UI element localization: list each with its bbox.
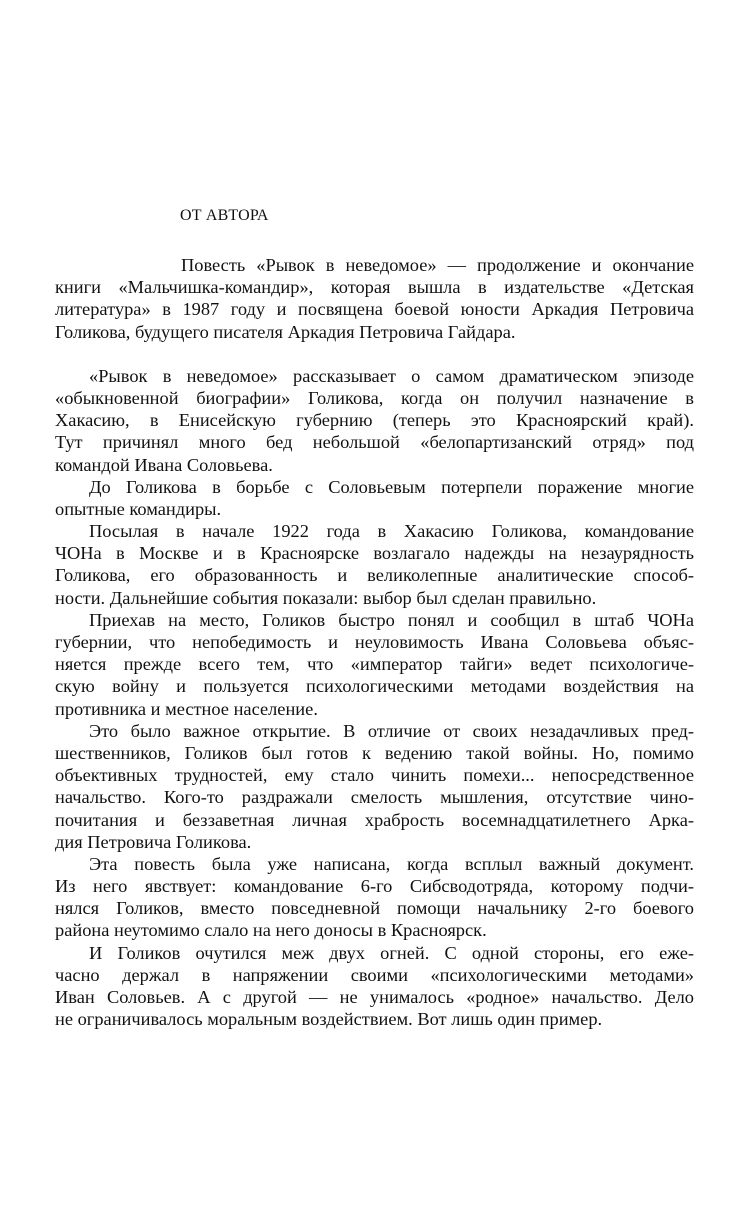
paragraph bbox=[55, 476, 694, 520]
text-line: командой Ивана Соловьева. bbox=[55, 454, 273, 475]
paragraph bbox=[55, 609, 694, 720]
text-line: шественников, Голиков был готов к ведению такой войны. Но, помимо bbox=[55, 742, 694, 763]
text-line: ЧОНа в Москве и в Красноярске возлагало надежды на незаурядность bbox=[55, 543, 694, 564]
text-line: Хакасию, в Енисейскую губернию (теперь это Красноярский край). bbox=[55, 410, 694, 431]
text-line: губернии, что непобедимость и неуловимость Ивана Соловьева объяс- bbox=[55, 632, 694, 652]
text-line: Тут причинял много бед небольшой «белопартизанский отряд» под bbox=[55, 432, 694, 453]
text-line: часно держал в напряжении своими «психологическими методами» bbox=[55, 964, 694, 985]
text-line: Приехав на место, Голиков быстро понял и сообщил в штаб ЧОНа bbox=[89, 609, 694, 630]
text-line: книги «Мальчишка-командир», которая вышла в издательстве «Детская bbox=[55, 277, 694, 298]
text-line: Иван Соловьев. А с другой — не унималось «родное» начальство. Дело bbox=[55, 987, 694, 1007]
text-line: «обыкновенной биографии» Голикова, когда он получил назначение в bbox=[55, 387, 694, 408]
text-line: Голикова, его образованность и великолепные аналитические способ- bbox=[55, 565, 694, 586]
text-line: скую войну и пользуется психологическими методами воздействия на bbox=[55, 676, 694, 697]
paragraph bbox=[55, 365, 694, 476]
text-line: няется прежде всего тем, что «император тайги» ведет психологиче- bbox=[55, 654, 694, 675]
paragraph bbox=[55, 520, 694, 609]
text-line: Это было важное открытие. В отличие от своих незадачливых пред- bbox=[89, 720, 694, 741]
text-line: И Голиков очутился меж двух огней. С одной стороны, его еже- bbox=[89, 942, 694, 963]
text-line: ности. Дальнейшие события показали: выбор был сделан правильно. bbox=[55, 587, 597, 608]
text-line: не ограничивалось моральным воздействием. Вот лишь один пример. bbox=[55, 1009, 603, 1030]
text-line: противника и местное население. bbox=[55, 698, 318, 719]
text-line: «Рывок в неведомое» рассказывает о самом драматическом эпизоде bbox=[89, 365, 694, 386]
text-line: нялся Голиков, вместо повседневной помощи начальнику 2-го боевого bbox=[55, 898, 694, 919]
text-line: Из него явствует: командование 6-го Сибсводотряда, которому подчи- bbox=[55, 876, 694, 897]
text-line: объективных трудностей, ему стало чинить помехи... непосредственное bbox=[55, 765, 694, 786]
paragraph bbox=[55, 942, 694, 1031]
paragraph bbox=[55, 853, 694, 942]
section-heading: ОТ АВТОРА bbox=[180, 207, 269, 224]
body-text bbox=[55, 254, 694, 1030]
text-line: До Голикова в борьбе с Соловьевым потерпели поражение многие bbox=[89, 476, 694, 497]
text-line: опытные командиры. bbox=[55, 498, 222, 519]
text-line: Посылая в начале 1922 года в Хакасию Голикова, командование bbox=[89, 521, 694, 542]
paragraph bbox=[55, 720, 694, 853]
text-line: Голикова, будущего писателя Аркадия Петровича Гайдара. bbox=[55, 321, 516, 342]
paragraph-gap bbox=[55, 343, 694, 365]
text-line: района неутомимо слало на него доносы в Красноярск. bbox=[55, 920, 487, 941]
text-line: Повесть «Рывок в неведомое» — продолжение и окончание bbox=[181, 255, 694, 275]
text-line: дия Петровича Голикова. bbox=[55, 831, 252, 852]
text-line: почитания и беззаветная личная храбрость восемнадцатилетнего Арка- bbox=[55, 809, 694, 830]
text-line: Эта повесть была уже написана, когда всплыл важный документ. bbox=[89, 853, 694, 874]
paragraph-intro bbox=[55, 254, 694, 343]
text-line: начальство. Кого-то раздражали смелость мышления, отсутствие чино- bbox=[55, 787, 694, 808]
text-line: литература» в 1987 году и посвящена боевой юности Аркадия Петровича bbox=[55, 299, 694, 320]
